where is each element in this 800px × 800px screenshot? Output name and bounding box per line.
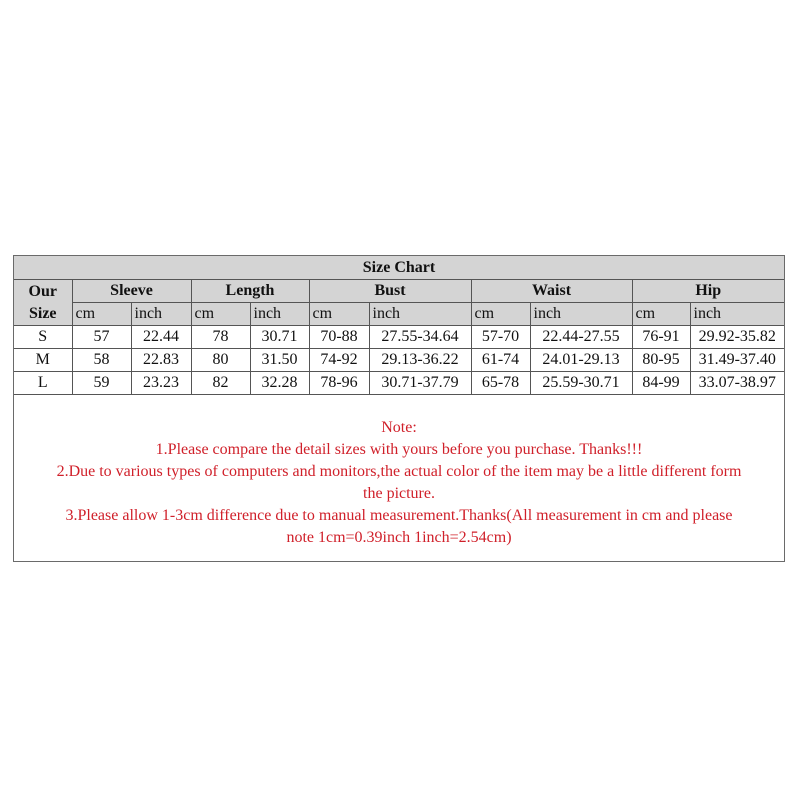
table-cell: 70-88: [309, 326, 369, 349]
note-line: 2.Due to various types of computers and monitors,the actual color of the item may be a little different form: [56, 463, 742, 480]
header-sleeve: Sleeve: [72, 280, 191, 303]
note-line: the picture.: [363, 485, 435, 502]
header-waist: Waist: [471, 280, 632, 303]
table-cell: 31.50: [250, 349, 309, 372]
table-cell: 76-91: [632, 326, 690, 349]
unit-inch: inch: [131, 303, 191, 326]
unit-inch: inch: [369, 303, 471, 326]
table-cell: 59: [72, 372, 131, 395]
table-cell: 78: [191, 326, 250, 349]
table-cell: 24.01-29.13: [530, 349, 632, 372]
table-cell: 22.44-27.55: [530, 326, 632, 349]
table-cell: 58: [72, 349, 131, 372]
table-cell: 74-92: [309, 349, 369, 372]
table-cell: 33.07-38.97: [690, 372, 784, 395]
table-title: Size Chart: [14, 256, 784, 280]
size-cell: S: [14, 326, 72, 349]
table-cell: 57: [72, 326, 131, 349]
table-row: [14, 372, 784, 395]
table-cell: 25.59-30.71: [530, 372, 632, 395]
unit-cm: cm: [632, 303, 690, 326]
note-line: 3.Please allow 1-3cm difference due to manual measurement.Thanks(All measurement in cm and please: [65, 507, 733, 524]
header-bust: Bust: [309, 280, 471, 303]
table-cell: 84-99: [632, 372, 690, 395]
our-size-label-line1: Our: [28, 282, 57, 300]
table-cell: 27.55-34.64: [369, 326, 471, 349]
unit-cm: cm: [471, 303, 530, 326]
table-cell: 78-96: [309, 372, 369, 395]
table-cell: 61-74: [471, 349, 530, 372]
size-cell: M: [14, 349, 72, 372]
unit-inch: inch: [690, 303, 784, 326]
table-cell: 57-70: [471, 326, 530, 349]
unit-cm: cm: [72, 303, 131, 326]
notes-heading: Note:: [381, 419, 417, 436]
table-cell: 82: [191, 372, 250, 395]
notes-section: [14, 395, 784, 549]
unit-cm: cm: [191, 303, 250, 326]
size-chart: [13, 255, 785, 562]
table-cell: 22.44: [131, 326, 191, 349]
table-cell: 29.92-35.82: [690, 326, 784, 349]
table-cell: 30.71: [250, 326, 309, 349]
unit-cm: cm: [309, 303, 369, 326]
table-row: [14, 326, 784, 349]
table-cell: 32.28: [250, 372, 309, 395]
table-cell: 31.49-37.40: [690, 349, 784, 372]
unit-inch: inch: [250, 303, 309, 326]
size-table: [14, 256, 784, 395]
table-cell: 29.13-36.22: [369, 349, 471, 372]
our-size-label-line2: Size: [28, 304, 57, 322]
table-cell: 80-95: [632, 349, 690, 372]
table-row: [14, 349, 784, 372]
unit-inch: inch: [530, 303, 632, 326]
table-cell: 80: [191, 349, 250, 372]
note-line: 1.Please compare the detail sizes with yours before you purchase. Thanks!!!: [155, 441, 643, 458]
table-cell: 22.83: [131, 349, 191, 372]
table-cell: 23.23: [131, 372, 191, 395]
header-length: Length: [191, 280, 309, 303]
table-cell: 30.71-37.79: [369, 372, 471, 395]
size-cell: L: [14, 372, 72, 395]
header-hip: Hip: [632, 280, 784, 303]
note-line: note 1cm=0.39inch 1inch=2.54cm): [286, 529, 512, 546]
our-size-header: [14, 280, 72, 326]
table-cell: 65-78: [471, 372, 530, 395]
